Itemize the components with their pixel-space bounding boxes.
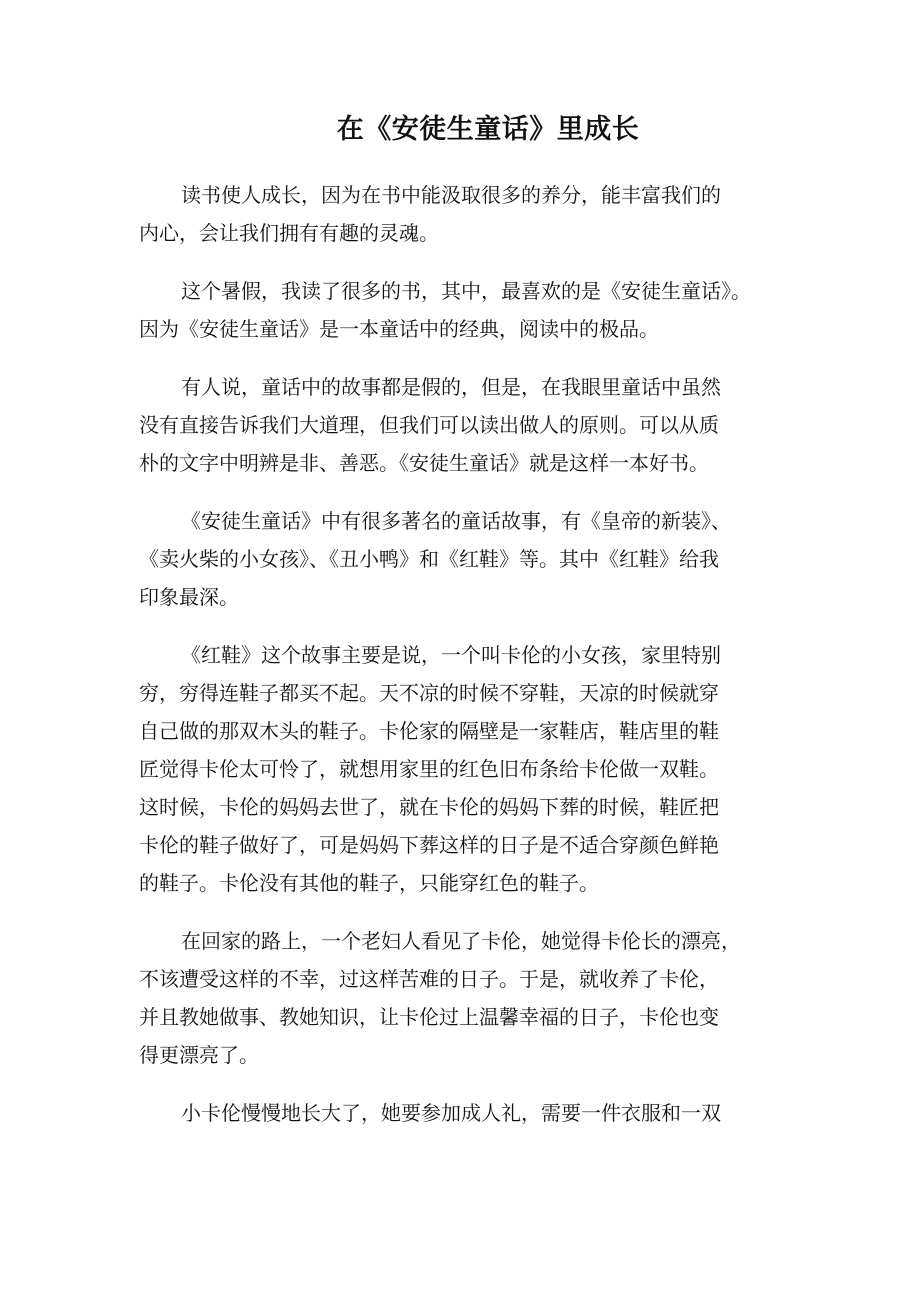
paragraph-line: 《红鞋》这个故事主要是说，一个叫卡伦的小女孩，家里特别: [181, 643, 721, 667]
paragraph-line: 这时候，卡伦的妈妈去世了，就在卡伦的妈妈下葬的时候，鞋匠把: [139, 795, 719, 819]
paragraph-line: 不该遭受这样的不幸，过这样苦难的日子。于是，就收养了卡伦，: [139, 967, 719, 991]
paragraph-line: 在回家的路上，一个老妇人看见了卡伦，她觉得卡伦长的漂亮，: [181, 929, 741, 953]
paragraph: [139, 368, 779, 482]
paragraph-line: 没有直接告诉我们大道理，但我们可以读出做人的原则。可以从质: [139, 413, 719, 437]
paragraph: [139, 502, 779, 616]
page-title: 在《安徒生童话》里成长: [336, 114, 640, 145]
paragraph: [139, 272, 779, 348]
paragraph-line: 并且教她做事、教她知识，让卡伦过上温馨幸福的日子，卡伦也变: [139, 1005, 719, 1029]
paragraph-line: 自己做的那双木头的鞋子。卡伦家的隔壁是一家鞋店，鞋店里的鞋: [139, 719, 719, 743]
paragraph-line: 穷，穷得连鞋子都买不起。天不凉的时候不穿鞋，天凉的时候就穿: [139, 681, 719, 705]
paragraph-line: 读书使人成长，因为在书中能汲取很多的养分，能丰富我们的: [181, 183, 721, 207]
paragraph-line: 有人说，童话中的故事都是假的，但是，在我眼里童话中虽然: [181, 375, 721, 399]
paragraph: [139, 176, 779, 252]
paragraph-line: 匠觉得卡伦太可怜了，就想用家里的红色旧布条给卡伦做一双鞋。: [139, 757, 719, 781]
document-body: [139, 176, 779, 1152]
paragraph-line: 《卖火柴的小女孩》、《丑小鸭》和《红鞋》等。其中《红鞋》给我: [139, 547, 719, 571]
paragraph-line: 的鞋子。卡伦没有其他的鞋子，只能穿红色的鞋子。: [139, 871, 599, 895]
paragraph: [139, 922, 779, 1074]
paragraph: [139, 1094, 779, 1132]
paragraph: [139, 636, 779, 902]
paragraph-line: 《安徒生童话》中有很多著名的童话故事，有《皇帝的新装》、: [181, 509, 731, 533]
paragraph-line: 这个暑假，我读了很多的书，其中，最喜欢的是《安徒生童话》。: [181, 279, 751, 303]
paragraph-line: 卡伦的鞋子做好了，可是妈妈下葬这样的日子是不适合穿颜色鲜艳: [139, 833, 719, 857]
paragraph-line: 小卡伦慢慢地长大了，她要参加成人礼，需要一件衣服和一双: [181, 1101, 721, 1125]
paragraph-line: 印象最深。: [139, 585, 239, 609]
paragraph-line: 得更漂亮了。: [139, 1043, 259, 1067]
paragraph-line: 朴的文字中明辨是非、善恶。《安徒生童话》就是这样一本好书。: [139, 451, 709, 475]
paragraph-line: 内心，会让我们拥有有趣的灵魂。: [139, 221, 439, 245]
paragraph-line: 因为《安徒生童话》是一本童话中的经典，阅读中的极品。: [139, 317, 659, 341]
